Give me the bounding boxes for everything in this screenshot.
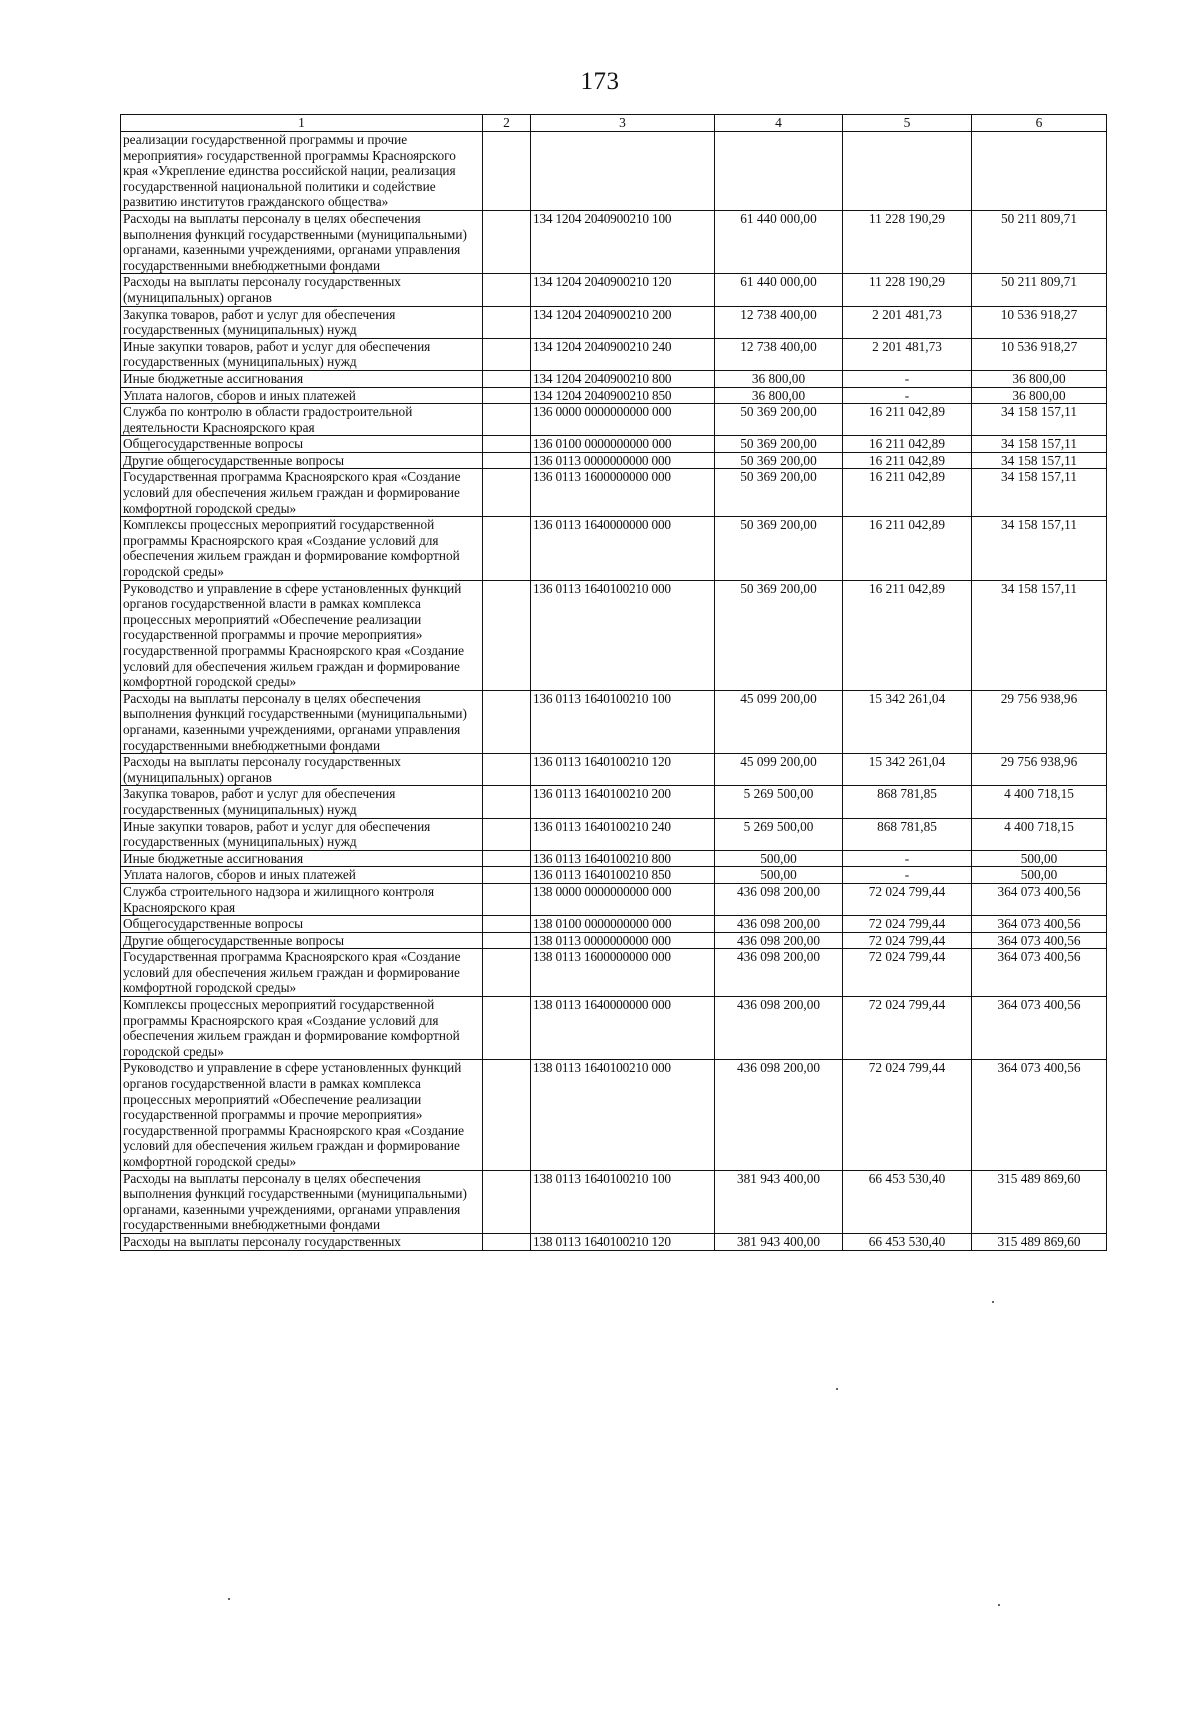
row-name-cell: Служба по контролю в области градостроительной деятельности Красноярского края bbox=[121, 404, 483, 436]
row-name-cell: Государственная программа Красноярского края «Создание условий для обеспечения жильем граждан и формирование комфортной городской среды» bbox=[121, 949, 483, 997]
row-col2-cell bbox=[483, 867, 531, 884]
row-code-cell: 134 1204 2040900210 850 bbox=[531, 387, 715, 404]
row-remaining-cell: 10 536 918,27 bbox=[972, 306, 1107, 338]
row-remaining-cell: 50 211 809,71 bbox=[972, 210, 1107, 273]
row-executed-cell: 72 024 799,44 bbox=[843, 1060, 972, 1170]
row-code-cell: 134 1204 2040900210 120 bbox=[531, 274, 715, 306]
row-code-cell: 136 0113 1640100210 240 bbox=[531, 818, 715, 850]
row-executed-cell: 72 024 799,44 bbox=[843, 932, 972, 949]
row-name-cell: Уплата налогов, сборов и иных платежей bbox=[121, 867, 483, 884]
table-row bbox=[121, 932, 1107, 949]
row-name-cell: Государственная программа Красноярского края «Создание условий для обеспечения жильем граждан и формирование комфортной городской среды» bbox=[121, 469, 483, 517]
row-code-cell: 138 0113 1640100210 100 bbox=[531, 1170, 715, 1233]
table-row bbox=[121, 452, 1107, 469]
row-executed-cell: 72 024 799,44 bbox=[843, 916, 972, 933]
row-plan-cell bbox=[715, 132, 843, 211]
row-col2-cell bbox=[483, 754, 531, 786]
row-col2-cell bbox=[483, 338, 531, 370]
scan-speck bbox=[836, 1388, 838, 1390]
table-row bbox=[121, 997, 1107, 1060]
row-remaining-cell: 500,00 bbox=[972, 867, 1107, 884]
table-row bbox=[121, 916, 1107, 933]
row-name-cell: Расходы на выплаты персоналу государственных bbox=[121, 1233, 483, 1250]
row-remaining-cell: 364 073 400,56 bbox=[972, 932, 1107, 949]
table-row bbox=[121, 338, 1107, 370]
row-code-cell: 136 0113 1640100210 000 bbox=[531, 580, 715, 690]
row-remaining-cell: 34 158 157,11 bbox=[972, 580, 1107, 690]
row-col2-cell bbox=[483, 949, 531, 997]
row-executed-cell: 15 342 261,04 bbox=[843, 690, 972, 753]
row-name-cell: Другие общегосударственные вопросы bbox=[121, 932, 483, 949]
row-plan-cell: 50 369 200,00 bbox=[715, 436, 843, 453]
row-executed-cell: 868 781,85 bbox=[843, 786, 972, 818]
row-plan-cell: 61 440 000,00 bbox=[715, 210, 843, 273]
row-executed-cell: 16 211 042,89 bbox=[843, 517, 972, 580]
table-row bbox=[121, 883, 1107, 915]
row-col2-cell bbox=[483, 436, 531, 453]
row-plan-cell: 12 738 400,00 bbox=[715, 306, 843, 338]
table-row bbox=[121, 818, 1107, 850]
row-plan-cell: 50 369 200,00 bbox=[715, 580, 843, 690]
row-code-cell: 136 0000 0000000000 000 bbox=[531, 404, 715, 436]
row-name-cell: реализации государственной программы и прочие мероприятия» государственной программы Красноярского края «Укрепление единства российской нации, реализация государственной национальной политики и содействие развитию институтов гражданского общества» bbox=[121, 132, 483, 211]
row-name-cell: Служба строительного надзора и жилищного контроля Красноярского края bbox=[121, 883, 483, 915]
row-plan-cell: 36 800,00 bbox=[715, 387, 843, 404]
row-name-cell: Общегосударственные вопросы bbox=[121, 436, 483, 453]
row-code-cell: 136 0113 1640100210 800 bbox=[531, 850, 715, 867]
row-executed-cell: 11 228 190,29 bbox=[843, 210, 972, 273]
table-row bbox=[121, 1060, 1107, 1170]
table-row bbox=[121, 754, 1107, 786]
column-header-6: 6 bbox=[972, 115, 1107, 132]
table-row bbox=[121, 274, 1107, 306]
table-row bbox=[121, 690, 1107, 753]
row-name-cell: Закупка товаров, работ и услуг для обеспечения государственных (муниципальных) нужд bbox=[121, 306, 483, 338]
row-name-cell: Руководство и управление в сфере установленных функций органов государственной власти в рамках комплекса процессных мероприятий «Обеспечение реализации государственной программы и прочие мероприятия» государственной программы Красноярского края «Создание условий для обеспечения жильем граждан и формирование комфортной городской среды» bbox=[121, 580, 483, 690]
row-code-cell: 138 0113 1640100210 120 bbox=[531, 1233, 715, 1250]
row-col2-cell bbox=[483, 818, 531, 850]
row-col2-cell bbox=[483, 916, 531, 933]
row-col2-cell bbox=[483, 274, 531, 306]
table-row bbox=[121, 580, 1107, 690]
row-name-cell: Расходы на выплаты персоналу государственных (муниципальных) органов bbox=[121, 754, 483, 786]
row-executed-cell bbox=[843, 132, 972, 211]
row-code-cell: 138 0113 1640000000 000 bbox=[531, 997, 715, 1060]
row-code-cell: 136 0100 0000000000 000 bbox=[531, 436, 715, 453]
row-remaining-cell: 34 158 157,11 bbox=[972, 452, 1107, 469]
row-col2-cell bbox=[483, 132, 531, 211]
row-executed-cell: 16 211 042,89 bbox=[843, 469, 972, 517]
row-remaining-cell: 29 756 938,96 bbox=[972, 690, 1107, 753]
row-executed-cell: 11 228 190,29 bbox=[843, 274, 972, 306]
row-col2-cell bbox=[483, 883, 531, 915]
row-plan-cell: 12 738 400,00 bbox=[715, 338, 843, 370]
row-name-cell: Иные бюджетные ассигнования bbox=[121, 370, 483, 387]
row-remaining-cell: 364 073 400,56 bbox=[972, 883, 1107, 915]
row-executed-cell: 868 781,85 bbox=[843, 818, 972, 850]
column-header-2: 2 bbox=[483, 115, 531, 132]
row-name-cell: Иные закупки товаров, работ и услуг для обеспечения государственных (муниципальных) нужд bbox=[121, 338, 483, 370]
row-name-cell: Уплата налогов, сборов и иных платежей bbox=[121, 387, 483, 404]
row-plan-cell: 50 369 200,00 bbox=[715, 517, 843, 580]
table-row bbox=[121, 786, 1107, 818]
row-code-cell: 136 0113 1640100210 850 bbox=[531, 867, 715, 884]
row-name-cell: Руководство и управление в сфере установленных функций органов государственной власти в рамках комплекса процессных мероприятий «Обеспечение реализации государственной программы и прочие мероприятия» государственной программы Красноярского края «Создание условий для обеспечения жильем граждан и формирование комфортной городской среды» bbox=[121, 1060, 483, 1170]
table-row bbox=[121, 517, 1107, 580]
row-plan-cell: 381 943 400,00 bbox=[715, 1170, 843, 1233]
row-plan-cell: 61 440 000,00 bbox=[715, 274, 843, 306]
row-code-cell: 136 0113 0000000000 000 bbox=[531, 452, 715, 469]
row-executed-cell: 15 342 261,04 bbox=[843, 754, 972, 786]
row-col2-cell bbox=[483, 306, 531, 338]
row-executed-cell: 72 024 799,44 bbox=[843, 949, 972, 997]
row-name-cell: Расходы на выплаты персоналу государственных (муниципальных) органов bbox=[121, 274, 483, 306]
row-code-cell: 134 1204 2040900210 200 bbox=[531, 306, 715, 338]
row-remaining-cell: 34 158 157,11 bbox=[972, 469, 1107, 517]
row-code-cell: 134 1204 2040900210 100 bbox=[531, 210, 715, 273]
row-col2-cell bbox=[483, 690, 531, 753]
row-plan-cell: 381 943 400,00 bbox=[715, 1233, 843, 1250]
row-name-cell: Общегосударственные вопросы bbox=[121, 916, 483, 933]
row-col2-cell bbox=[483, 387, 531, 404]
table-body bbox=[121, 132, 1107, 1251]
row-code-cell: 138 0000 0000000000 000 bbox=[531, 883, 715, 915]
row-executed-cell: - bbox=[843, 867, 972, 884]
row-col2-cell bbox=[483, 1170, 531, 1233]
row-remaining-cell: 315 489 869,60 bbox=[972, 1233, 1107, 1250]
row-code-cell: 138 0100 0000000000 000 bbox=[531, 916, 715, 933]
row-executed-cell: 66 453 530,40 bbox=[843, 1233, 972, 1250]
row-plan-cell: 50 369 200,00 bbox=[715, 452, 843, 469]
row-remaining-cell: 364 073 400,56 bbox=[972, 997, 1107, 1060]
table-row bbox=[121, 132, 1107, 211]
row-code-cell: 136 0113 1640100210 100 bbox=[531, 690, 715, 753]
row-name-cell: Иные закупки товаров, работ и услуг для обеспечения государственных (муниципальных) нужд bbox=[121, 818, 483, 850]
row-remaining-cell: 364 073 400,56 bbox=[972, 949, 1107, 997]
column-header-1: 1 bbox=[121, 115, 483, 132]
row-remaining-cell: 500,00 bbox=[972, 850, 1107, 867]
row-code-cell: 136 0113 1640100210 120 bbox=[531, 754, 715, 786]
row-col2-cell bbox=[483, 932, 531, 949]
row-code-cell: 138 0113 1600000000 000 bbox=[531, 949, 715, 997]
row-name-cell: Закупка товаров, работ и услуг для обеспечения государственных (муниципальных) нужд bbox=[121, 786, 483, 818]
row-remaining-cell: 34 158 157,11 bbox=[972, 436, 1107, 453]
row-plan-cell: 5 269 500,00 bbox=[715, 786, 843, 818]
row-name-cell: Комплексы процессных мероприятий государственной программы Красноярского края «Создание условий для обеспечения жильем граждан и формирование комфортной городской среды» bbox=[121, 517, 483, 580]
row-remaining-cell: 36 800,00 bbox=[972, 370, 1107, 387]
row-remaining-cell: 4 400 718,15 bbox=[972, 786, 1107, 818]
scan-speck bbox=[998, 1604, 1000, 1606]
row-col2-cell bbox=[483, 580, 531, 690]
row-plan-cell: 5 269 500,00 bbox=[715, 818, 843, 850]
row-plan-cell: 436 098 200,00 bbox=[715, 1060, 843, 1170]
table-row bbox=[121, 404, 1107, 436]
row-remaining-cell: 4 400 718,15 bbox=[972, 818, 1107, 850]
row-plan-cell: 436 098 200,00 bbox=[715, 932, 843, 949]
row-col2-cell bbox=[483, 370, 531, 387]
row-plan-cell: 45 099 200,00 bbox=[715, 754, 843, 786]
row-plan-cell: 436 098 200,00 bbox=[715, 883, 843, 915]
row-executed-cell: 2 201 481,73 bbox=[843, 338, 972, 370]
row-code-cell bbox=[531, 132, 715, 211]
row-executed-cell: 16 211 042,89 bbox=[843, 436, 972, 453]
row-col2-cell bbox=[483, 1060, 531, 1170]
row-executed-cell: - bbox=[843, 370, 972, 387]
row-col2-cell bbox=[483, 404, 531, 436]
row-plan-cell: 36 800,00 bbox=[715, 370, 843, 387]
row-remaining-cell: 50 211 809,71 bbox=[972, 274, 1107, 306]
row-remaining-cell bbox=[972, 132, 1107, 211]
row-remaining-cell: 315 489 869,60 bbox=[972, 1170, 1107, 1233]
row-col2-cell bbox=[483, 850, 531, 867]
row-remaining-cell: 10 536 918,27 bbox=[972, 338, 1107, 370]
row-executed-cell: 16 211 042,89 bbox=[843, 580, 972, 690]
row-executed-cell: 66 453 530,40 bbox=[843, 1170, 972, 1233]
row-code-cell: 136 0113 1600000000 000 bbox=[531, 469, 715, 517]
table-row bbox=[121, 850, 1107, 867]
row-executed-cell: - bbox=[843, 850, 972, 867]
row-code-cell: 134 1204 2040900210 800 bbox=[531, 370, 715, 387]
row-plan-cell: 436 098 200,00 bbox=[715, 997, 843, 1060]
row-name-cell: Расходы на выплаты персоналу в целях обеспечения выполнения функций государственными (муниципальными) органами, казенными учреждениями, органами управления государственными внебюджетными фондами bbox=[121, 690, 483, 753]
table-header-row bbox=[121, 115, 1107, 132]
table-row bbox=[121, 1233, 1107, 1250]
scan-speck bbox=[228, 1598, 230, 1600]
row-col2-cell bbox=[483, 469, 531, 517]
row-executed-cell: 16 211 042,89 bbox=[843, 404, 972, 436]
row-executed-cell: 16 211 042,89 bbox=[843, 452, 972, 469]
row-code-cell: 138 0113 0000000000 000 bbox=[531, 932, 715, 949]
row-name-cell: Другие общегосударственные вопросы bbox=[121, 452, 483, 469]
column-header-4: 4 bbox=[715, 115, 843, 132]
row-col2-cell bbox=[483, 452, 531, 469]
row-plan-cell: 50 369 200,00 bbox=[715, 404, 843, 436]
table-row bbox=[121, 436, 1107, 453]
table-row bbox=[121, 370, 1107, 387]
budget-table bbox=[120, 114, 1107, 1251]
column-header-3: 3 bbox=[531, 115, 715, 132]
row-executed-cell: 72 024 799,44 bbox=[843, 997, 972, 1060]
page-number: 173 bbox=[580, 68, 620, 95]
row-plan-cell: 500,00 bbox=[715, 867, 843, 884]
row-code-cell: 136 0113 1640100210 200 bbox=[531, 786, 715, 818]
row-col2-cell bbox=[483, 1233, 531, 1250]
row-remaining-cell: 364 073 400,56 bbox=[972, 916, 1107, 933]
row-col2-cell bbox=[483, 786, 531, 818]
row-col2-cell bbox=[483, 210, 531, 273]
table-row bbox=[121, 867, 1107, 884]
row-remaining-cell: 34 158 157,11 bbox=[972, 517, 1107, 580]
table-row bbox=[121, 306, 1107, 338]
row-name-cell: Расходы на выплаты персоналу в целях обеспечения выполнения функций государственными (муниципальными) органами, казенными учреждениями, органами управления государственными внебюджетными фондами bbox=[121, 1170, 483, 1233]
row-plan-cell: 50 369 200,00 bbox=[715, 469, 843, 517]
row-code-cell: 138 0113 1640100210 000 bbox=[531, 1060, 715, 1170]
row-name-cell: Комплексы процессных мероприятий государственной программы Красноярского края «Создание условий для обеспечения жильем граждан и формирование комфортной городской среды» bbox=[121, 997, 483, 1060]
row-executed-cell: 72 024 799,44 bbox=[843, 883, 972, 915]
row-remaining-cell: 29 756 938,96 bbox=[972, 754, 1107, 786]
row-plan-cell: 436 098 200,00 bbox=[715, 949, 843, 997]
row-col2-cell bbox=[483, 997, 531, 1060]
row-remaining-cell: 364 073 400,56 bbox=[972, 1060, 1107, 1170]
row-code-cell: 134 1204 2040900210 240 bbox=[531, 338, 715, 370]
row-executed-cell: 2 201 481,73 bbox=[843, 306, 972, 338]
row-plan-cell: 500,00 bbox=[715, 850, 843, 867]
table-row bbox=[121, 1170, 1107, 1233]
row-remaining-cell: 36 800,00 bbox=[972, 387, 1107, 404]
row-code-cell: 136 0113 1640000000 000 bbox=[531, 517, 715, 580]
row-executed-cell: - bbox=[843, 387, 972, 404]
row-name-cell: Расходы на выплаты персоналу в целях обеспечения выполнения функций государственными (муниципальными) органами, казенными учреждениями, органами управления государственными внебюджетными фондами bbox=[121, 210, 483, 273]
row-plan-cell: 45 099 200,00 bbox=[715, 690, 843, 753]
row-plan-cell: 436 098 200,00 bbox=[715, 916, 843, 933]
column-header-5: 5 bbox=[843, 115, 972, 132]
row-name-cell: Иные бюджетные ассигнования bbox=[121, 850, 483, 867]
scan-speck bbox=[992, 1301, 994, 1303]
table-row bbox=[121, 949, 1107, 997]
table-row bbox=[121, 469, 1107, 517]
table-row bbox=[121, 210, 1107, 273]
table-row bbox=[121, 387, 1107, 404]
row-remaining-cell: 34 158 157,11 bbox=[972, 404, 1107, 436]
row-col2-cell bbox=[483, 517, 531, 580]
